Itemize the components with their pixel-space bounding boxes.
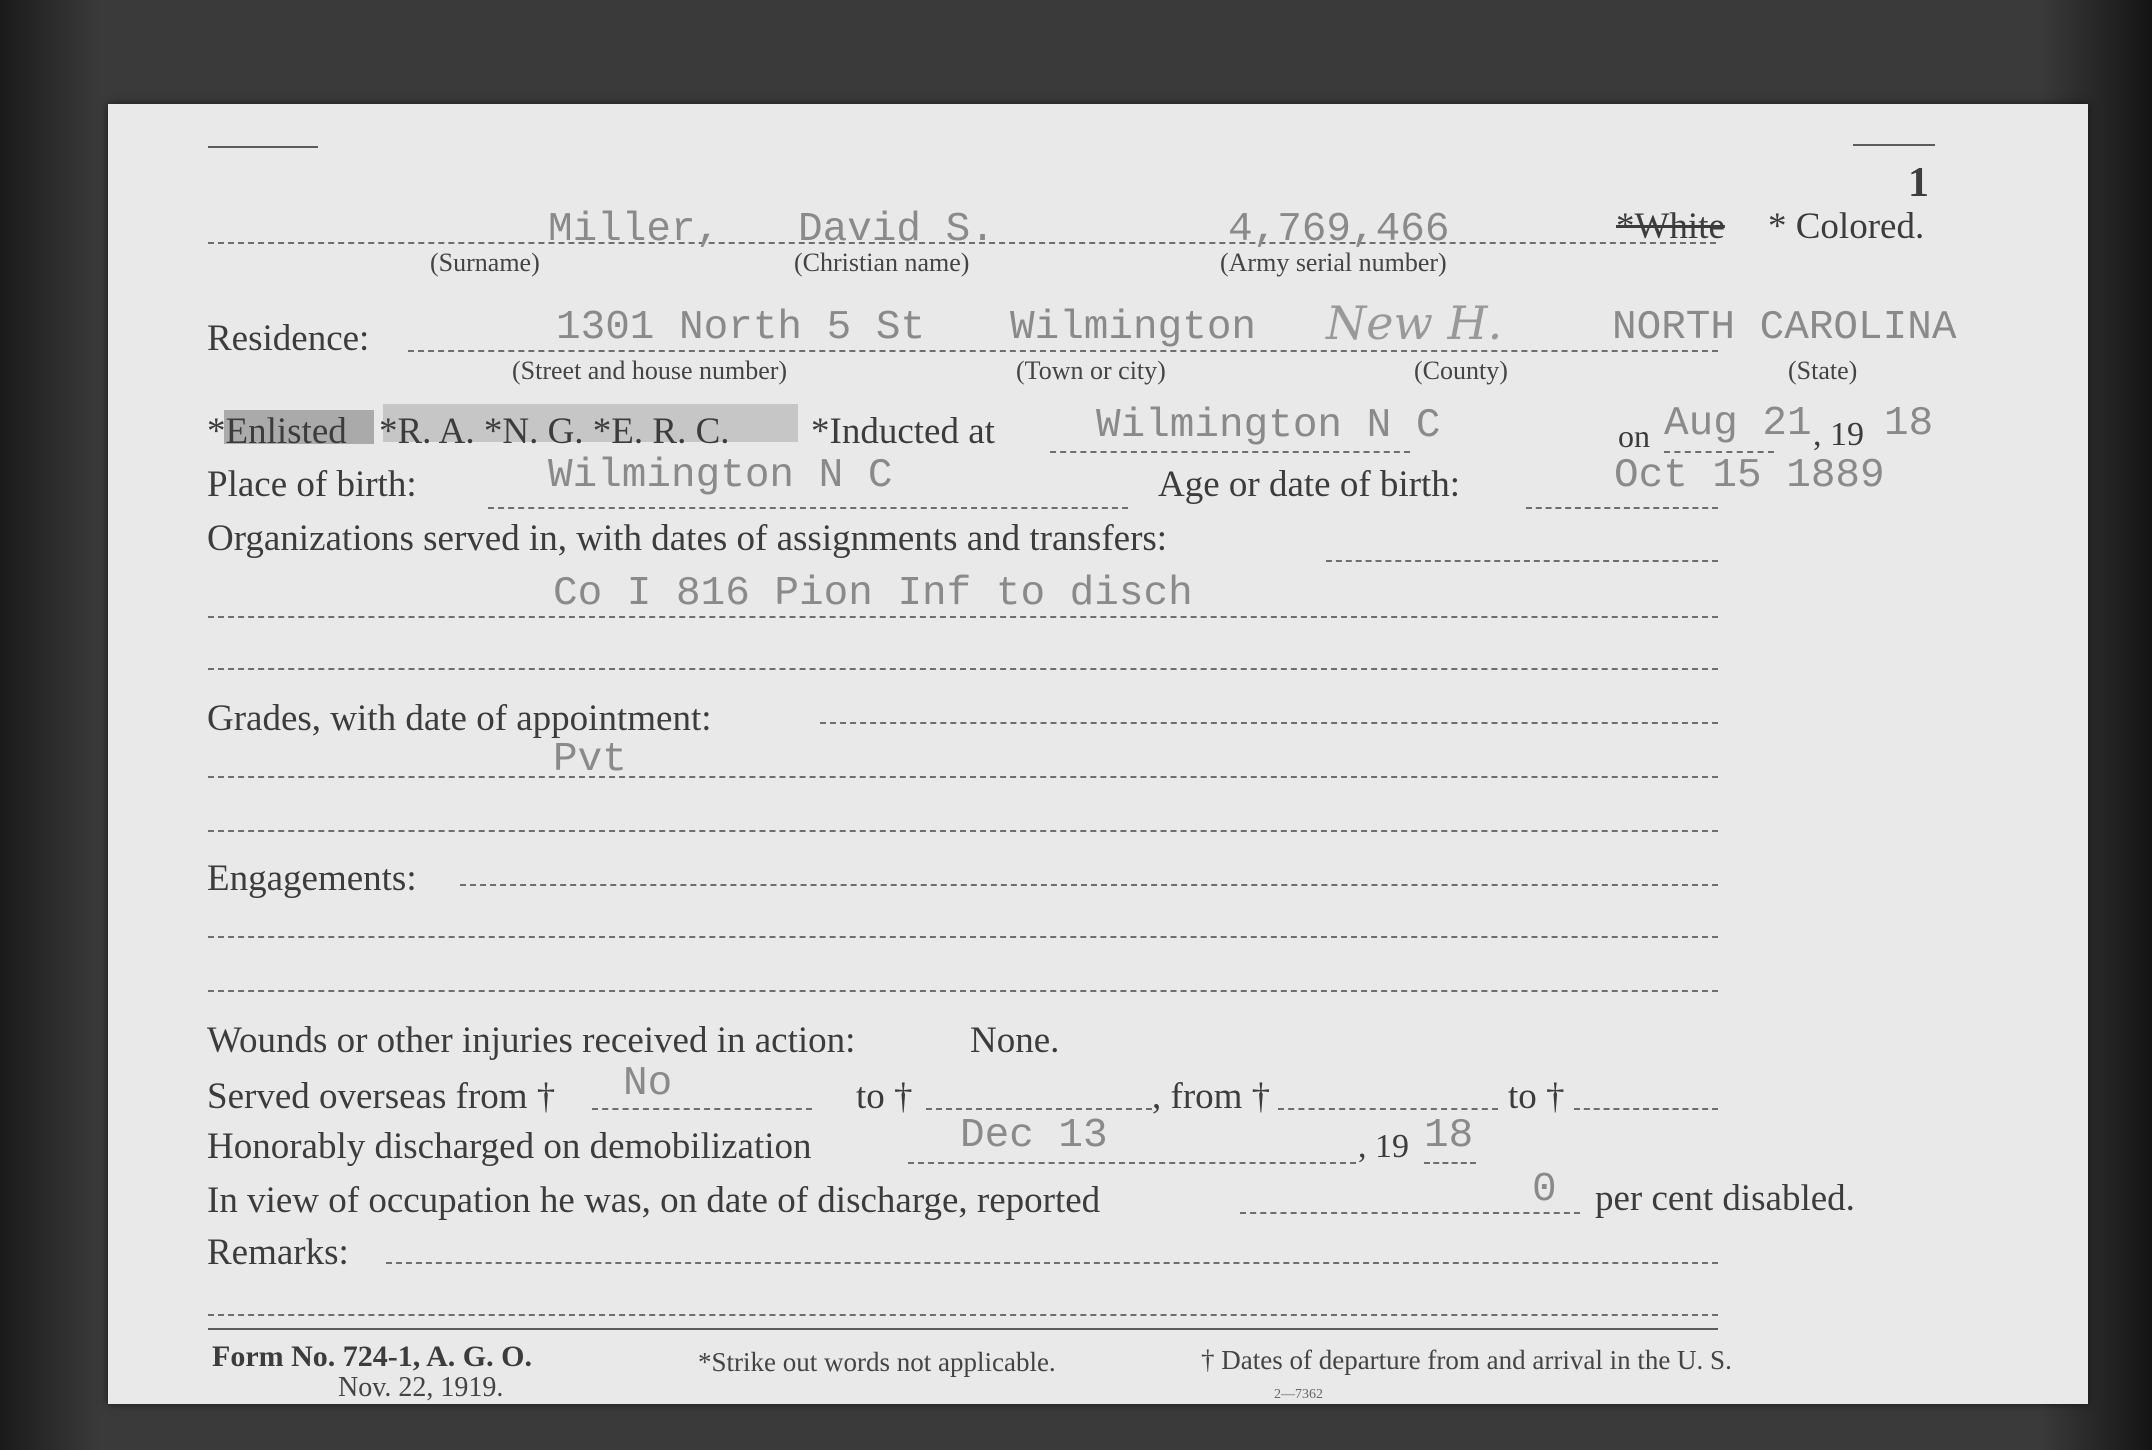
inducted-line bbox=[1050, 451, 1410, 453]
grades-value: Pvt bbox=[553, 737, 627, 783]
white-option: *White bbox=[1616, 206, 1725, 247]
grades-line-2 bbox=[208, 830, 1718, 832]
remarks-line-0 bbox=[386, 1262, 1718, 1264]
overseas-from2-label: , from † bbox=[1152, 1076, 1271, 1117]
remarks-line-1 bbox=[208, 1314, 1718, 1316]
surname-value: Miller, bbox=[548, 207, 721, 253]
overseas-to2-line bbox=[1574, 1108, 1718, 1110]
organizations-line-1 bbox=[208, 616, 1718, 618]
birth-place-line bbox=[488, 507, 1128, 509]
inducted-label: *Inducted at bbox=[811, 411, 995, 452]
printer-stamp: 2—7362 bbox=[1274, 1387, 1323, 1402]
discharge-date-line bbox=[908, 1162, 1356, 1164]
street-caption: (Street and house number) bbox=[512, 356, 788, 385]
form-date: Nov. 22, 1919. bbox=[338, 1372, 504, 1403]
remarks-label: Remarks: bbox=[207, 1232, 349, 1273]
wounds-value: None. bbox=[970, 1020, 1060, 1061]
grades-line-0 bbox=[820, 722, 1718, 724]
birth-place-label: Place of birth: bbox=[207, 464, 417, 505]
disability-label: In view of occupation he was, on date of discharge, reported bbox=[207, 1180, 1101, 1221]
overseas-from-value: No bbox=[623, 1061, 673, 1107]
footer-rule bbox=[208, 1328, 1718, 1330]
discharge-year-value: 18 bbox=[1424, 1113, 1474, 1159]
surname-caption: (Surname) bbox=[430, 248, 540, 277]
christian-caption: (Christian name) bbox=[794, 248, 970, 277]
christian-name-value: David S. bbox=[798, 207, 995, 253]
disability-suffix: per cent disabled. bbox=[1595, 1178, 1855, 1219]
wounds-label: Wounds or other injuries received in action: bbox=[207, 1020, 856, 1061]
town-caption: (Town or city) bbox=[1016, 356, 1166, 385]
state-value: NORTH CAROLINA bbox=[1612, 305, 1957, 351]
page-number: 1 bbox=[1908, 160, 1929, 206]
organizations-label: Organizations served in, with dates of assignments and transfers: bbox=[207, 518, 1168, 559]
engagements-line-1 bbox=[208, 936, 1718, 938]
discharge-label: Honorably discharged on demobilization bbox=[207, 1126, 812, 1167]
organizations-value: Co I 816 Pion Inf to disch bbox=[553, 571, 1193, 617]
strike-note: *Strike out words not applicable. bbox=[698, 1347, 1056, 1377]
serial-caption: (Army serial number) bbox=[1220, 248, 1447, 277]
overseas-from2-line bbox=[1278, 1108, 1498, 1110]
organizations-line-0 bbox=[1326, 560, 1718, 562]
top-left-rule bbox=[208, 146, 318, 148]
grades-line-1 bbox=[208, 776, 1718, 778]
inducted-place-value: Wilmington N C bbox=[1096, 403, 1441, 449]
overseas-to2-label: to † bbox=[1508, 1076, 1565, 1117]
birth-place-value: Wilmington N C bbox=[548, 453, 893, 499]
colored-option: * Colored. bbox=[1768, 206, 1925, 247]
discharge-date-value: Dec 13 bbox=[960, 1113, 1108, 1159]
disability-value: 0 bbox=[1532, 1167, 1557, 1213]
overseas-to-label: to † bbox=[856, 1076, 913, 1117]
serial-number-value: 4,769,466 bbox=[1228, 207, 1450, 253]
disability-line bbox=[1240, 1212, 1580, 1214]
age-line bbox=[1526, 507, 1718, 509]
engagements-label: Engagements: bbox=[207, 858, 417, 899]
dates-note: † Dates of departure from and arrival in the U. S. bbox=[1201, 1345, 1732, 1375]
residence-label: Residence: bbox=[207, 318, 370, 359]
overseas-to-line bbox=[926, 1108, 1152, 1110]
county-caption: (County) bbox=[1414, 356, 1508, 385]
discharge-year-prefix: , 19 bbox=[1358, 1128, 1409, 1165]
overseas-label: Served overseas from † bbox=[207, 1076, 556, 1117]
top-right-rule bbox=[1853, 144, 1935, 146]
birth-date-value: Oct 15 1889 bbox=[1614, 453, 1885, 499]
grades-label: Grades, with date of appointment: bbox=[207, 698, 712, 739]
on-label: on bbox=[1618, 418, 1650, 454]
street-value: 1301 North 5 St bbox=[556, 305, 926, 351]
discharge-year-line bbox=[1424, 1162, 1476, 1164]
county-value: New H. bbox=[1326, 296, 1503, 350]
enlisted-option: *Enlisted bbox=[207, 411, 347, 452]
induction-year-prefix: , 19 bbox=[1813, 416, 1864, 453]
engagements-line-2 bbox=[208, 990, 1718, 992]
engagements-line-0 bbox=[460, 884, 1718, 886]
organizations-line-2 bbox=[208, 668, 1718, 670]
state-caption: (State) bbox=[1788, 356, 1858, 385]
overseas-from-line bbox=[592, 1108, 812, 1110]
induction-year-value: 18 bbox=[1884, 401, 1934, 447]
service-options: *R. A. *N. G. *E. R. C. bbox=[379, 411, 730, 452]
form-number: Form No. 724-1, A. G. O. bbox=[212, 1340, 532, 1373]
town-value: Wilmington bbox=[1010, 305, 1257, 351]
induction-date-value: Aug 21 bbox=[1664, 401, 1812, 447]
age-label: Age or date of birth: bbox=[1158, 464, 1461, 505]
service-record-card bbox=[108, 104, 2088, 1404]
